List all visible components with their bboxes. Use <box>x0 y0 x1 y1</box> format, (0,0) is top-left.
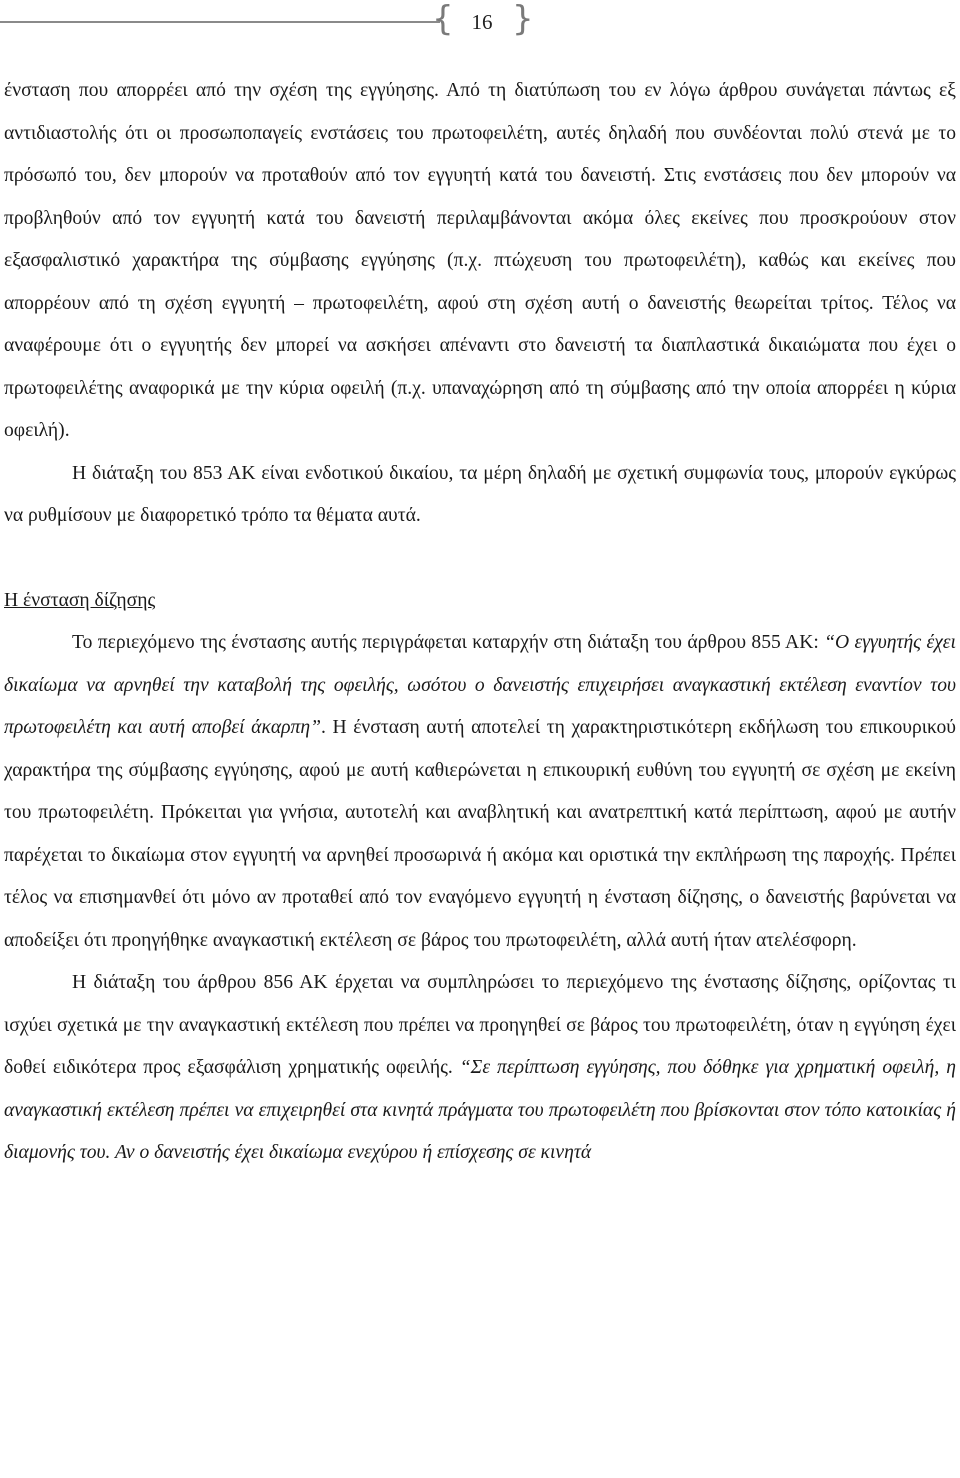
paragraph-1: ένσταση που απορρέει από την σχέση της εγγύησης. Από τη διατύπωση του εν λόγω άρθρου συνάγεται πάντως εξ αντιδιαστολής ότι οι προσωποπαγείς ενστάσεις του πρωτοφειλέτη, αυτές δηλαδή που συνδέονται πολύ στενά με το πρόσωπό του, δεν μπορούν να προταθούν από τον εγγυητή κατά του δανειστή. Στις ενστάσεις που δεν μπορούν να προβληθούν από τον εγγυητή κατά του δανειστή περιλαμβάνονται ακόμα όλες εκείνες που προσκρούουν στον εξασφαλιστικό χαρακτήρα της σύμβασης εγγύησης (π.χ. πτώχευση του πρωτοφειλέτη), καθώς και εκείνες που απορρέουν από τη σχέση εγγυητή – πρωτοφειλέτη, αφού στη σχέση αυτή ο δανειστής θεωρείται τρίτος. Τέλος να αναφέρουμε ότι ο εγγυητής δεν μπορεί να ασκήσει απέναντι στο δανειστή τα διαπλαστικά δικαιώματα που έχει ο πρωτοφειλέτης αναφορικά με την κύρια οφειλή (π.χ. υπαναχώρηση από τη σύμβασης από την οποία απορρέει η κύρια οφειλή). <box>4 80 956 441</box>
paragraph-3 <box>4 622 956 962</box>
paragraph-3-lead: Το περιεχόμενο της ένστασης αυτής περιγράφεται καταρχήν στη διάταξη του άρθρου 855 ΑΚ: <box>72 632 825 653</box>
page-number: 16 <box>471 10 493 34</box>
article-855-quote: “Ο εγγυητής έχει δικαίωμα να αρνηθεί την καταβολή της οφειλής, ωσότου ο δανειστής επιχειρήσει αναγκαστική εκτέλεση εναντίον του πρωτοφειλέτη και αυτή αποβεί άκαρπη” <box>4 632 956 738</box>
right-brace-ornament: } <box>512 0 534 39</box>
document-body <box>4 70 956 1175</box>
article-856-quote: “Σε περίπτωση εγγύησης, που δόθηκε για χρηματική οφειλή, η αναγκαστική εκτέλεση πρέπει να επιχειρηθεί στα κινητά πράγματα του πρωτοφειλέτη που βρίσκονται στον τόπο κατοικίας ή διαμονής του. Αν ο δανειστής έχει δικαίωμα ενεχύρου ή επίσχεσης σε κινητά <box>4 1057 956 1163</box>
section-heading: Η ένσταση δίζησης <box>4 589 156 611</box>
left-brace-ornament: { <box>432 0 454 39</box>
paragraph-4-lead: Η διάταξη του άρθρου 856 ΑΚ έρχεται να συμπληρώσει το περιεχόμενο της ένστασης δίζησης, ορίζοντας τι ισχύει σχετικά με την αναγκαστική εκτέλεση που πρέπει να προηγηθεί σε βάρος του πρωτοφειλέτη, όταν η εγγύηση έχει δοθεί ειδικότερα προς εξασφάλιση χρηματικής οφειλής. <box>4 972 956 1078</box>
paragraph-4 <box>4 962 956 1175</box>
page-header <box>0 0 960 44</box>
paragraph-2: Η διάταξη του 853 ΑΚ είναι ενδοτικού δικαίου, τα μέρη δηλαδή με σχετική συμφωνία τους, μπορούν εγκύρως να ρυθμίσουν με διαφορετικό τρόπο τα θέματα αυτά. <box>4 462 956 526</box>
header-rule <box>0 21 440 23</box>
paragraph-3-tail: . Η ένσταση αυτή αποτελεί τη χαρακτηριστικότερη εκδήλωση του επικουρικού χαρακτήρα της σύμβασης εγγύησης, αφού με αυτή καθιερώνεται η επικουρική ευθύνη του εγγυητή σε σχέση με εκείνη του πρωτοφειλέτη. Πρόκειται για γνήσια, αυτοτελή και αναβλητική και ανατρεπτική κατά περίπτωση, αφού με αυτήν παρέχεται το δικαίωμα στον εγγυητή να αρνηθεί προσωρινά ή ακόμα και οριστικά την εκπλήρωση της παροχής. Πρέπει τέλος να επισημανθεί ότι μόνο αν προταθεί από τον εναγόμενο εγγυητή η ένσταση δίζησης, ο δανειστής βαρύνεται να αποδείξει ότι προηγήθηκε αναγκαστική εκτέλεση σε βάρος του πρωτοφειλέτη, αλλά αυτή ήταν ατελέσφορη. <box>4 717 956 951</box>
